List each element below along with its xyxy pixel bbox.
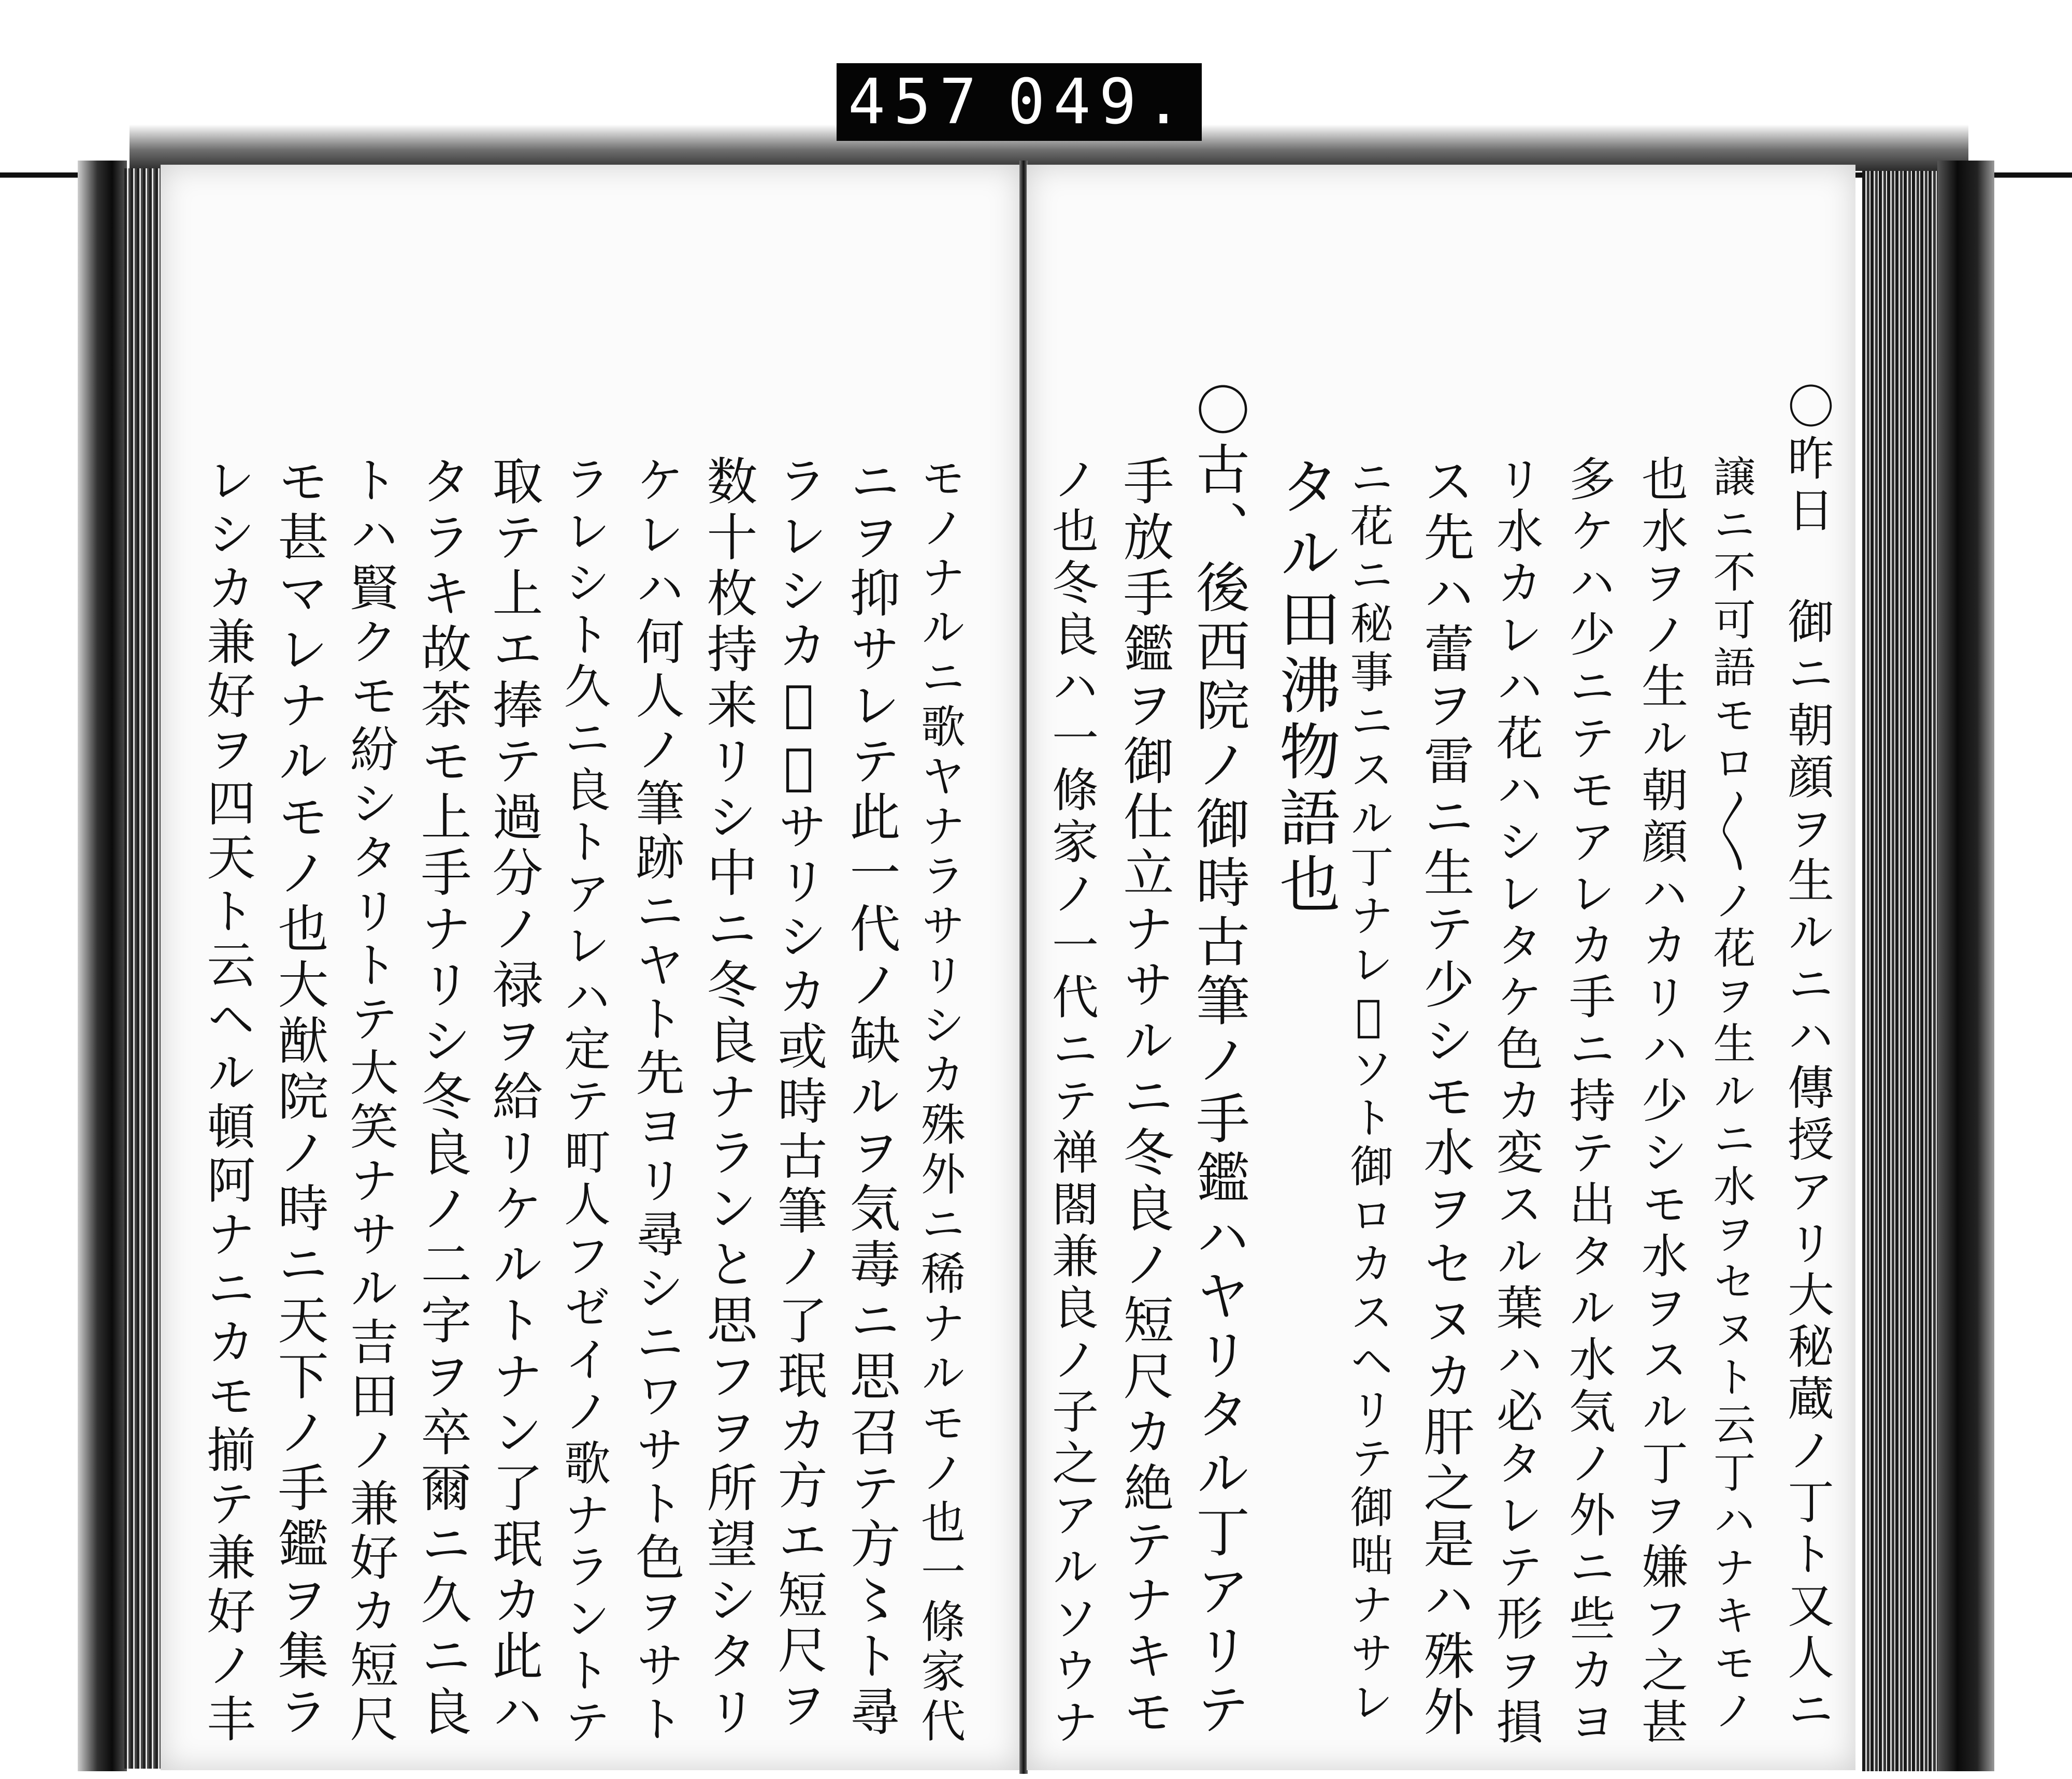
text-column: ニヲ抑サレテ此一代ノ缺ルヲ気毒ニ思召テ方〻ト尋 (841, 455, 900, 1741)
book-cover-left (78, 161, 127, 1771)
text-column: タル田沸物語也 (1269, 455, 1341, 919)
text-column: レシカ兼好ヲ四天ト云ヘル頓阿ナニカモ揃テ兼好ノ丰 (198, 455, 255, 1747)
text-column: ラレシカ𪜈出サリシカ或時古筆ノ了珉カ方エ短尺ヲ (770, 455, 828, 1734)
page-edges-right (1862, 171, 1940, 1771)
right-page (1027, 165, 1855, 1770)
text-column: ニ花ニ秘事ニスル丁ナレ𪜈ソト御ロカスヘリテ御咄ナサレ (1343, 455, 1394, 1728)
text-column: ラレシト久ニ良トアレハ定テ町人フゼイノ歌ナラントテ (556, 455, 610, 1749)
text-column: 譲ニ不可語モロ〳〵ノ花ヲ生ルニ水ヲセヌト云丁ハナキモノ (1706, 455, 1756, 1736)
page-edges-left (124, 168, 161, 1769)
archive-number-right: 049. (1008, 66, 1191, 138)
text-column: モノナルニ歌ヤナラサリシカ殊外ニ稀ナルモノ也一條家代 (913, 455, 965, 1747)
left-page (161, 165, 1020, 1770)
text-column: 〇古、後西院ノ御時古筆ノ手鑑ハヤリタル丁アリテ (1187, 382, 1250, 1740)
text-column: 取テ上エ捧テ過分ノ禄ヲ給リケルトナン了珉カ此ハ (484, 455, 543, 1741)
text-column: タラキ故茶モ上手ナリシ冬良ノ二字ヲ卒爾ニ久ニ良 (412, 455, 471, 1741)
text-column: リ水カレハ花ハシレタケ色カ変スル葉ハ必タレテ形ヲ損 (1488, 455, 1543, 1749)
open-book (78, 161, 1994, 1779)
text-column: 手放手鑑ヲ御仕立ナサルニ冬良ノ短尺カ絶テナキモ (1115, 455, 1174, 1741)
text-column: ノ也冬良ハ一條家ノ一代ニテ禅閤兼良ノ子之アルソウナ (1044, 455, 1098, 1749)
text-column: 〇昨日 御ニ朝顔ヲ生ルニハ傳授アリ大秘蔵ノ丁ト又人ニ (1779, 382, 1834, 1737)
text-column: ケレハ何人ノ筆跡ニヤト先ヨリ尋シニワサト色ヲサト (627, 455, 684, 1747)
book-cover-right (1937, 161, 1994, 1771)
archive-number-left: 457 (847, 66, 985, 138)
text-column: 数十枚持来リシ中ニ冬良ナランと思フヲ所望シタリ (698, 455, 757, 1741)
text-column: モ甚マレナルモノ也大猷院ノ時ニ天下ノ手鑑ヲ集ラ (269, 455, 328, 1741)
text-column: 多ケハ少ニテモアレカ手ニ持テ出タル水気ノ外ニ些カヨ (1561, 455, 1615, 1749)
text-column: 也水ヲノ生ル朝顔ハカリハ少シモ水ヲスル丁ヲ嫌フ之甚 (1633, 455, 1688, 1749)
text-column: ス先ハ蕾ヲ雷ニ生テ少シモ水ヲセヌカ肝之是ハ殊外 (1415, 455, 1474, 1741)
archive-number-tag (837, 63, 1202, 141)
text-column: トハ賢クモ紛シタリトテ大笑ナサル吉田ノ兼好カ短尺 (341, 455, 398, 1747)
